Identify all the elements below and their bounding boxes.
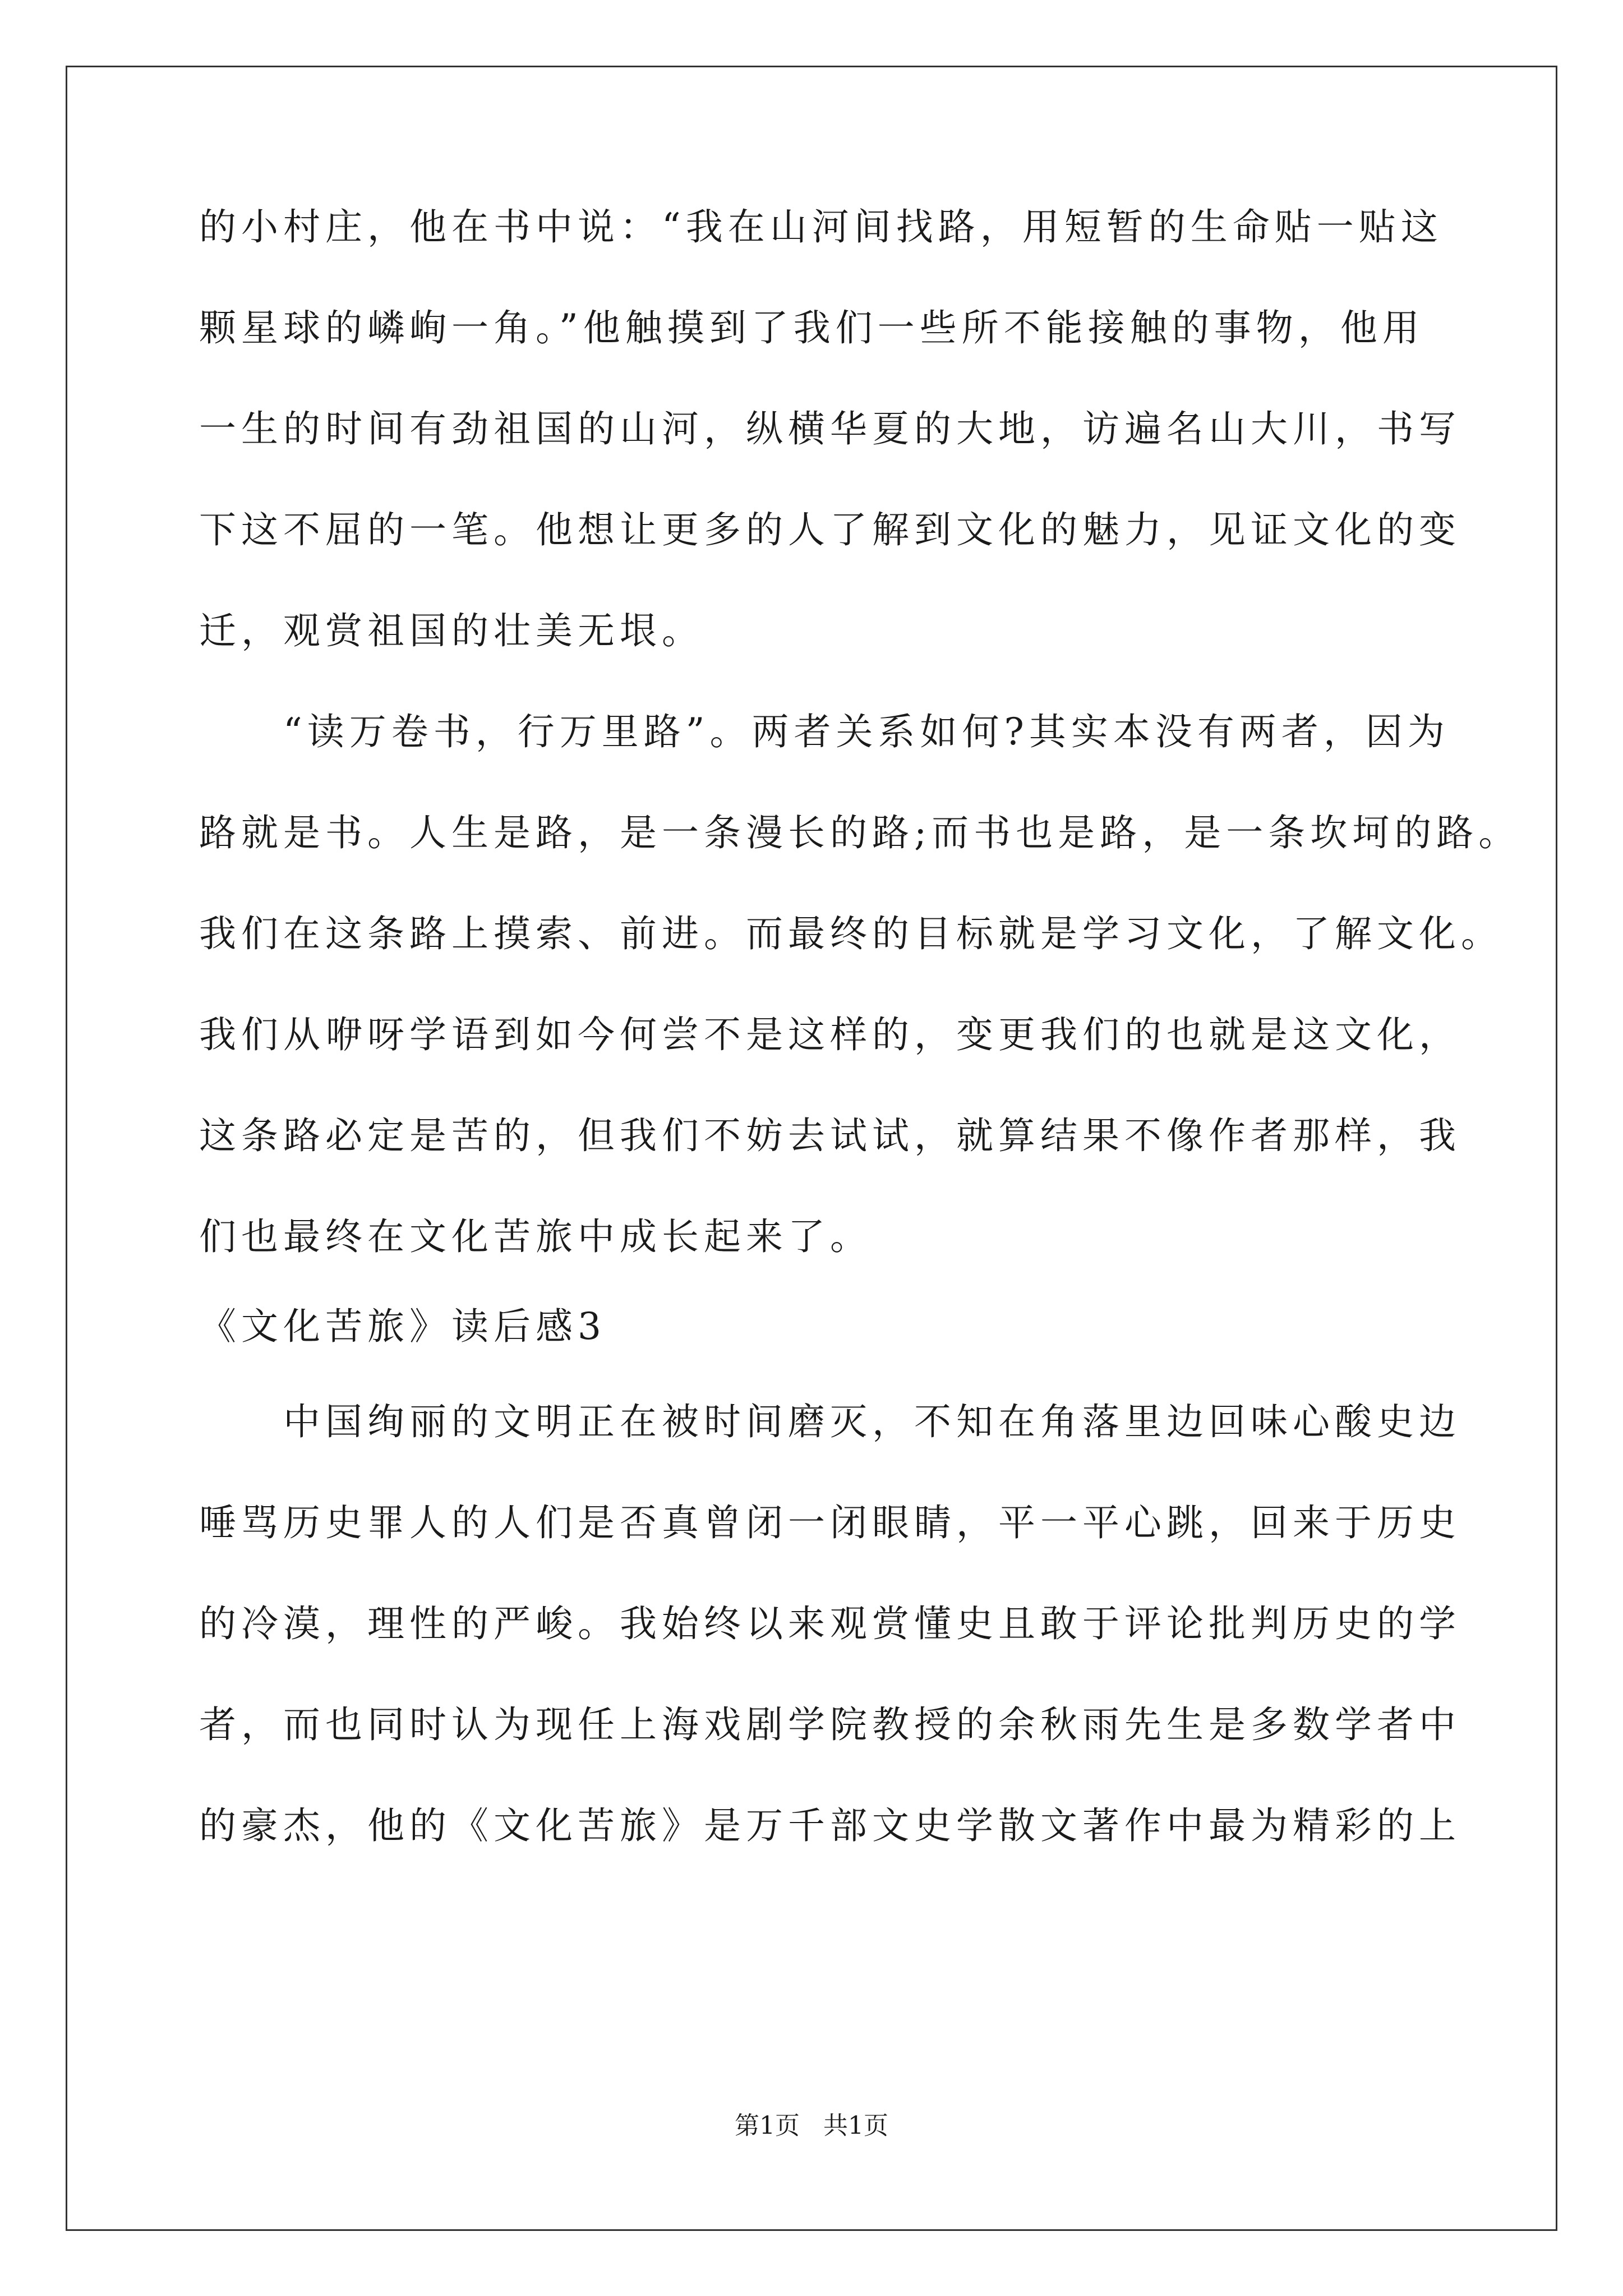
text-line: 我们从咿呀学语到如今何尝不是这样的，变更我们的也就是这文化， [199, 1013, 1461, 1056]
text-line: 者，而也同时认为现任上海戏剧学院教授的余秋雨先生是多数学者中 [199, 1703, 1461, 1746]
page-footer: 第1页 共1页 [735, 2111, 888, 2140]
section-heading: 《文化苦旅》读后感3 [199, 1305, 606, 1348]
text-line: 这条路必定是苦的，但我们不妨去试试，就算结果不像作者那样，我 [199, 1114, 1461, 1157]
text-line: 们也最终在文化苦旅中成长起来了。 [199, 1215, 872, 1258]
text-line: 中国绚丽的文明正在被时间磨灭，不知在角落里边回味心酸史边 [283, 1400, 1461, 1443]
text-line: 颗星球的嶙峋一角。”他触摸到了我们一些所不能接触的事物，他用 [199, 306, 1424, 349]
text-line: 一生的时间有劲祖国的山河，纵横华夏的大地，访遍名山大川，书写 [199, 407, 1461, 450]
text-line: 路就是书。人生是路，是一条漫长的路;而书也是路，是一条坎坷的路。 [199, 811, 1521, 854]
text-line: “读万卷书，行万里路”。两者关系如何?其实本没有两者，因为 [283, 710, 1450, 753]
text-line: 迁，观赏祖国的壮美无垠。 [199, 609, 704, 652]
text-line: 唾骂历史罪人的人们是否真曾闭一闭眼睛，平一平心跳，回来于历史 [199, 1501, 1461, 1544]
text-line: 的冷漠，理性的严峻。我始终以来观赏懂史且敢于评论批判历史的学 [199, 1602, 1461, 1645]
text-line: 的小村庄，他在书中说：“我在山河间找路，用短暂的生命贴一贴这 [199, 205, 1443, 249]
text-line: 我们在这条路上摸索、前进。而最终的目标就是学习文化，了解文化。 [199, 912, 1503, 955]
text-line: 下这不屈的一笔。他想让更多的人了解到文化的魅力，见证文化的变 [199, 508, 1461, 551]
text-line: 的豪杰，他的《文化苦旅》是万千部文史学散文著作中最为精彩的上 [199, 1804, 1461, 1847]
